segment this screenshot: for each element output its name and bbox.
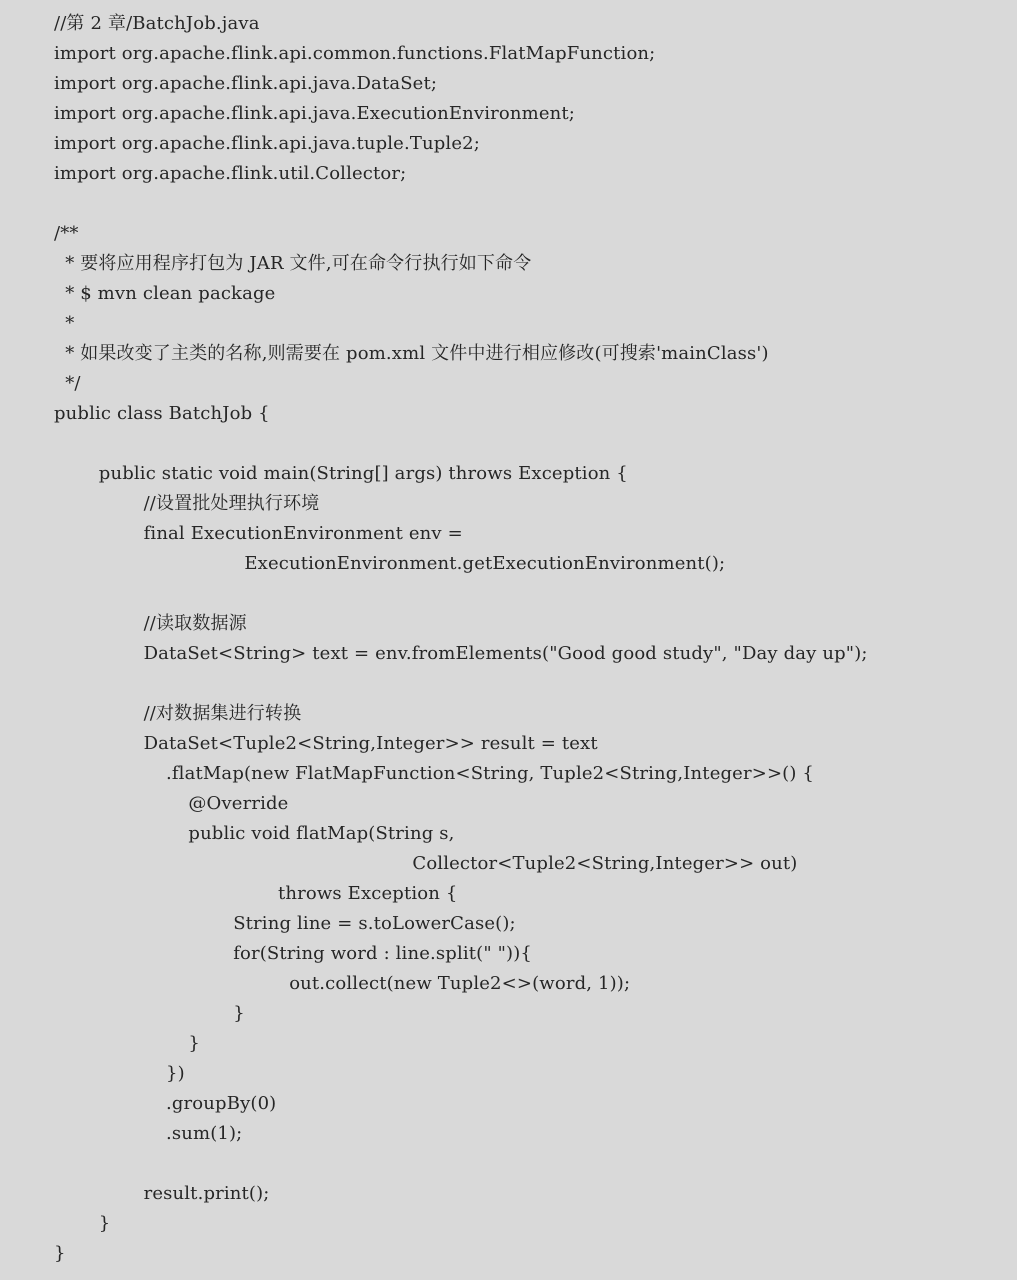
code-line: import org.apache.flink.api.java.DataSet;	[54, 73, 438, 94]
code-line: String line = s.toLowerCase();	[233, 913, 516, 934]
code-line: //对数据集进行转换	[143, 703, 302, 724]
code-line: import org.apache.flink.api.common.functions.FlatMapFunction;	[54, 43, 656, 64]
code-line: * $ mvn clean package	[65, 283, 276, 304]
code-line: .groupBy(0)	[166, 1093, 277, 1114]
code-line: * 如果改变了主类的名称,则需要在 pom.xml 文件中进行相应修改(可搜索'mainClass')	[65, 343, 769, 364]
code-line: //设置批处理执行环境	[143, 493, 320, 514]
code-line: }	[233, 1003, 245, 1024]
code-line: DataSet<String> text = env.fromElements("Good good study", "Day day up");	[143, 643, 868, 664]
code-line: public void flatMap(String s,	[188, 823, 455, 844]
code-line: /**	[54, 223, 79, 244]
code-line: //读取数据源	[143, 613, 247, 634]
code-line: .flatMap(new FlatMapFunction<String, Tuple2<String,Integer>>() {	[166, 763, 815, 784]
code-line: public static void main(String[] args) throws Exception {	[98, 463, 628, 484]
code-line: throws Exception {	[278, 883, 458, 904]
code-line: @Override	[188, 793, 289, 814]
code-line: result.print();	[143, 1183, 270, 1204]
code-line: Collector<Tuple2<String,Integer>> out)	[412, 853, 798, 874]
code-line: }	[188, 1033, 200, 1054]
code-line: .sum(1);	[166, 1123, 243, 1144]
code-line: })	[166, 1063, 185, 1084]
code-line: final ExecutionEnvironment env =	[143, 523, 463, 544]
code-line: ExecutionEnvironment.getExecutionEnvironment();	[244, 553, 726, 574]
code-line: public class BatchJob {	[54, 403, 270, 424]
code-line: DataSet<Tuple2<String,Integer>> result = text	[143, 733, 598, 754]
code-line: out.collect(new Tuple2<>(word, 1));	[289, 973, 631, 994]
code-line: * 要将应用程序打包为 JAR 文件,可在命令行执行如下命令	[65, 253, 532, 274]
code-line: //第 2 章/BatchJob.java	[54, 13, 260, 34]
code-line: }	[54, 1243, 66, 1264]
code-line: }	[98, 1213, 111, 1234]
code-line: for(String word : line.split(" ")){	[233, 943, 532, 964]
code-line: import org.apache.flink.api.java.ExecutionEnvironment;	[54, 103, 575, 124]
code-line: */	[65, 373, 81, 394]
code-line: import org.apache.flink.util.Collector;	[54, 163, 407, 184]
code-line: import org.apache.flink.api.java.tuple.Tuple2;	[54, 133, 480, 154]
code-line: *	[65, 313, 75, 334]
